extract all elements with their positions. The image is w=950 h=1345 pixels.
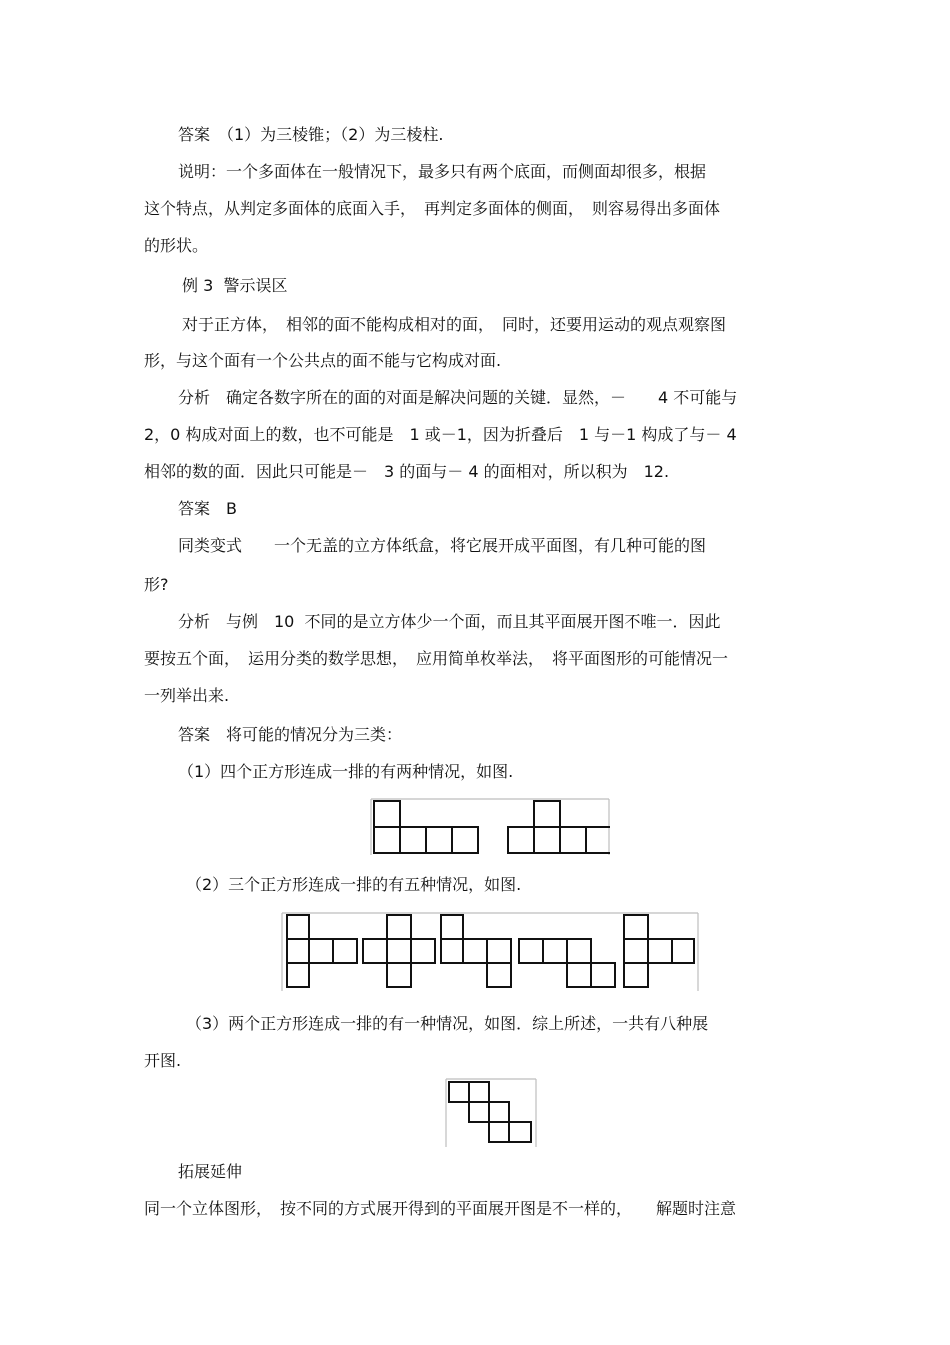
extension-heading: 拓展延伸 [178, 1162, 243, 1181]
warning-line-1: 对于正方体， 相邻的面不能构成相对的面， 同时，还要用运动的观点观察图 [182, 315, 727, 334]
answer-b: 答案 B [178, 499, 237, 518]
explanation-line-1: 说明：一个多面体在一般情况下，最多只有两个底面，而侧面却很多，根据 [178, 162, 707, 181]
analysis-line-3: 相邻的数的面．因此只可能是－ 3 的面与－ 4 的面相对，所以积为 12. [144, 462, 670, 481]
explanation-line-3: 的形状。 [144, 236, 209, 255]
figure-case-2 [281, 912, 699, 992]
analysis2-line-2: 要按五个面， 运用分类的数学思想， 应用简单枚举法， 将平面图形的可能情况一 [144, 649, 729, 668]
answer-classes: 答案 将可能的情况分为三类： [178, 725, 403, 744]
answer-line-1: 答案 （1）为三棱锥；（2）为三棱柱. [178, 125, 444, 144]
variant-line-2: 形? [144, 575, 169, 594]
analysis2-line-1: 分析 与例 10 不同的是立方体少一个面，而且其平面展开图不唯一．因此 [178, 612, 721, 631]
figure-case-3 [445, 1078, 537, 1148]
analysis-line-1: 分析 确定各数字所在的面的对面是解决问题的关键．显然，－ 4 不可能与 [178, 388, 738, 407]
variant-line-1: 同类变式 一个无盖的立方体纸盒，将它展开成平面图，有几种可能的图 [178, 536, 707, 555]
case-2-text: （2）三个正方形连成一排的有五种情况，如图. [186, 875, 522, 894]
case-1-text: （1）四个正方形连成一排的有两种情况，如图. [178, 762, 514, 781]
warning-line-2: 形，与这个面有一个公共点的面不能与它构成对面. [144, 351, 502, 370]
explanation-line-2: 这个特点，从判定多面体的底面入手， 再判定多面体的侧面， 则容易得出多面体 [144, 199, 721, 218]
analysis2-line-3: 一列举出来. [144, 686, 230, 705]
extension-line-1: 同一个立体图形， 按不同的方式展开得到的平面展开图是不一样的， 解题时注意 [144, 1199, 737, 1218]
case-3-text-line-1: （3）两个正方形连成一排的有一种情况，如图．综上所述，一共有八种展 [186, 1014, 709, 1033]
analysis-line-2: 2，0 构成对面上的数，也不可能是 1 或－1，因为折叠后 1 与－1 构成了与－ 4 [144, 425, 737, 444]
case-3-text-line-2: 开图. [144, 1051, 182, 1070]
figure-case-1 [370, 798, 610, 856]
example-heading: 例 3 警示误区 [182, 276, 288, 295]
